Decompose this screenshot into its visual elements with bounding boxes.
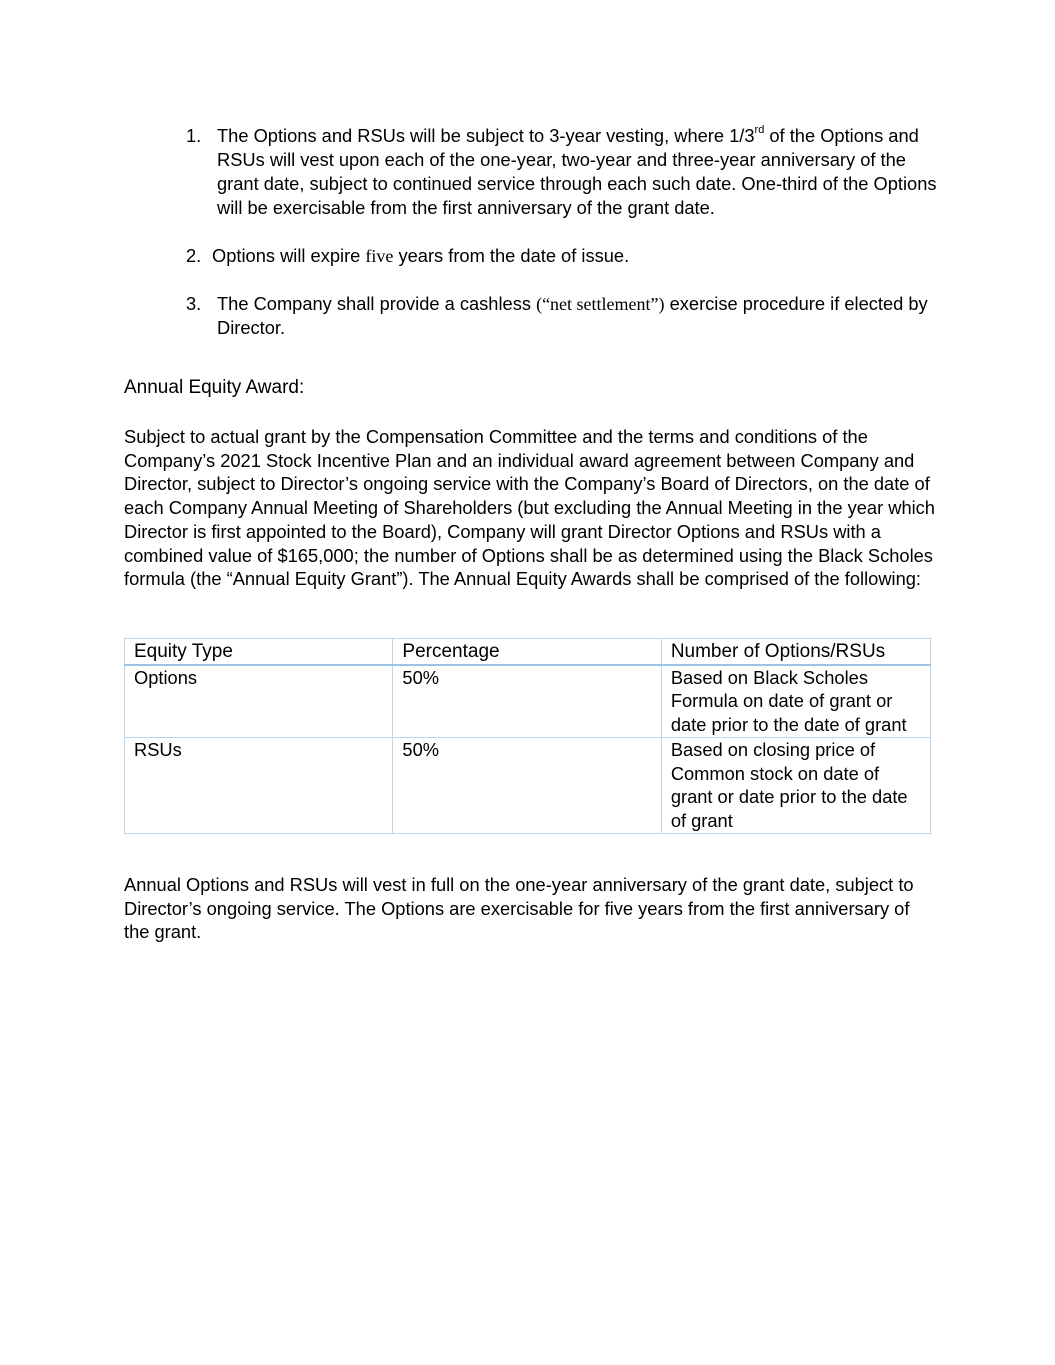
table-cell: Options <box>125 665 393 738</box>
table-cell: 50% <box>393 737 661 833</box>
column-header-number: Number of Options/RSUs <box>661 639 930 665</box>
column-header-percentage: Percentage <box>393 639 661 665</box>
equity-award-table <box>124 638 931 834</box>
table-cell: RSUs <box>125 737 393 833</box>
list-item-number: 1. <box>186 125 202 146</box>
list-item-text: The Options and RSUs will be subject to 3-year vesting, where 1/3rd of the Options and RSUs will vest upon each of the one-year, two-year and three-year anniversary of the grant date, subject to continued service through each such date. One-third of the Options will be exercisable from the first anniversary of the grant date. <box>217 123 937 218</box>
table-cell: Based on Black Scholes Formula on date of grant or date prior to the date of grant <box>661 665 930 738</box>
list-item <box>186 292 946 340</box>
table-row <box>125 665 931 738</box>
list-item <box>186 124 946 220</box>
list-item-number: 2. <box>186 245 202 266</box>
list-item <box>186 244 946 268</box>
section-heading: Annual Equity Award: <box>124 377 305 398</box>
list-item-text: Options will expire five years from the date of issue. <box>212 245 630 266</box>
vesting-summary-paragraph: Annual Options and RSUs will vest in full on the one-year anniversary of the grant date, subject to Director’s ongoing service. The Options are exercisable for five years from the first anniversary of the grant. <box>124 874 914 943</box>
column-header-equity-type: Equity Type <box>125 639 393 665</box>
table-cell: Based on closing price of Common stock on date of grant or date prior to the date of grant <box>661 737 930 833</box>
superscript: rd <box>754 123 765 136</box>
list-item-number: 3. <box>186 293 202 314</box>
vesting-terms-list <box>186 124 946 364</box>
table-cell: 50% <box>393 665 661 738</box>
table-row <box>125 737 931 833</box>
table-header-row <box>125 639 931 665</box>
award-description-paragraph: Subject to actual grant by the Compensation Committee and the terms and conditions of the Company’s 2021 Stock Incentive Plan and an individual award agreement between Company and Director, subject to Director’s ongoing service with the Company’s Board of Directors, on the date of each Company Annual Meeting of Shareholders (but excluding the Annual Meeting in the year which Director is first appointed to the Board), Company will grant Director Options and RSUs with a combined value of $165,000; the number of Options shall be as determined using the Black Scholes formula (the “Annual Equity Grant”). The Annual Equity Awards shall be comprised of the following: <box>124 426 935 590</box>
list-item-text: The Company shall provide a cashless (“net settlement”) exercise procedure if elected by Director. <box>217 293 928 338</box>
